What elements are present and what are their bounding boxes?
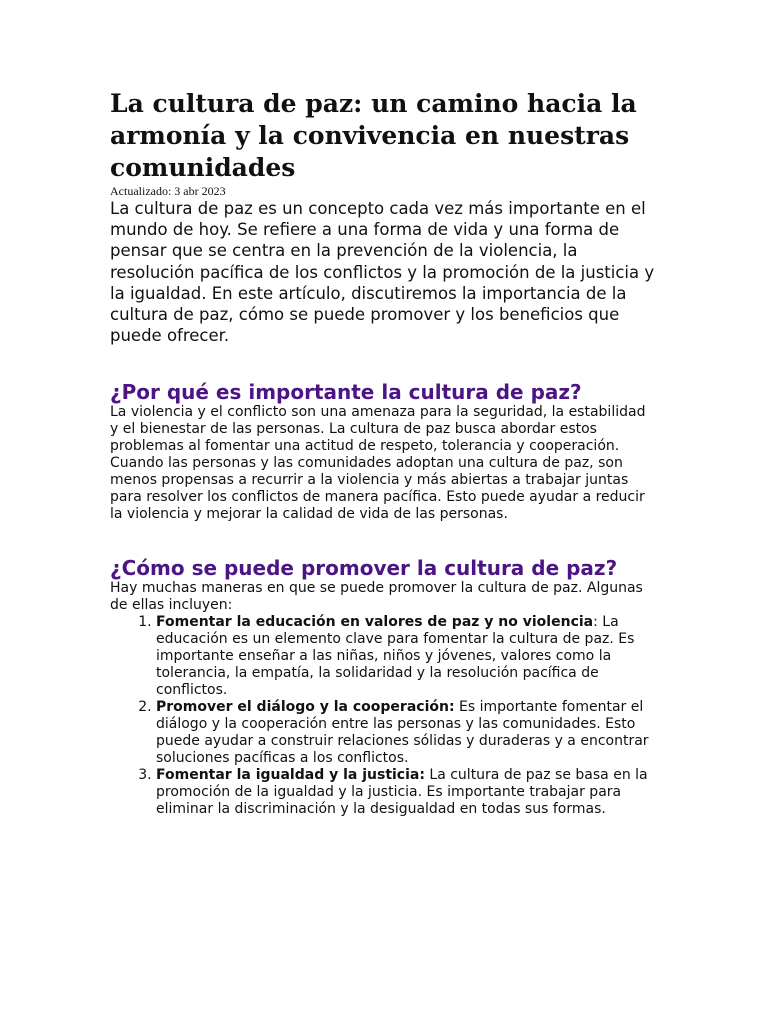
list-item: [156, 699, 658, 767]
article-title: La cultura de paz: un camino hacia la armonía y la convivencia en nuestras comunidades: [110, 89, 637, 182]
article: [110, 88, 658, 818]
importance-paragraph: La violencia y el conflicto son una amenaza para la seguridad, la estabilidad y el bienestar de las personas. La cultura de paz busca abordar estos problemas al fomentar una actitud de respeto, tolerancia y cooperación. Cuando las personas y las comunidades adoptan una cultura de paz, son menos propensas a recurrir a la violencia y más abiertas a trabajar juntas para resolver los conflictos de manera pacífica. Esto puede ayudar a reducir la violencia y mejorar la calidad de vida de las personas.: [110, 404, 646, 523]
section-heading-promote: ¿Cómo se puede promover la cultura de paz?: [110, 556, 618, 581]
promotion-list: [110, 614, 658, 818]
list-item-bold: Promover el diálogo y la cooperación:: [156, 699, 455, 716]
updated-date: Actualizado: 3 abr 2023: [110, 184, 226, 198]
list-item-text: Es importante fomentar el diálogo y la cooperación entre las personas y las comunidades. Esto puede ayudar a construir relaciones sólidas y duraderas y a encontrar soluciones pacíficas a los conflictos.: [156, 699, 649, 767]
promote-intro-paragraph: Hay muchas maneras en que se puede promover la cultura de paz. Algunas de ellas incluyen:: [110, 580, 643, 614]
list-item-text: La cultura de paz se basa en la promoción de la igualdad y la justicia. Es importante trabajar para eliminar la discriminación y la desigualdad en todas sus formas.: [156, 767, 648, 818]
intro-paragraph: La cultura de paz es un concepto cada vez más importante en el mundo de hoy. Se refiere a una forma de vida y una forma de pensar que se centra en la prevención de la violencia, la resolución pacífica de los conflictos y la promoción de la justicia y la igualdad. En este artículo, discutiremos la importancia de la cultura de paz, cómo se puede promover y los beneficios que puede ofrecer.: [110, 199, 655, 346]
list-item-text: : La educación es un elemento clave para fomentar la cultura de paz. Es importante enseñar a las niñas, niños y jóvenes, valores como la tolerancia, la empatía, la solidaridad y la resolución pacífica de conflictos.: [156, 614, 635, 699]
section-heading-importance: ¿Por qué es importante la cultura de paz?: [110, 380, 582, 405]
list-item: [156, 767, 658, 818]
list-item: [156, 614, 658, 699]
list-item-bold: Fomentar la educación en valores de paz y no violencia: [156, 614, 594, 631]
list-item-bold: Fomentar la igualdad y la justicia:: [156, 767, 425, 784]
